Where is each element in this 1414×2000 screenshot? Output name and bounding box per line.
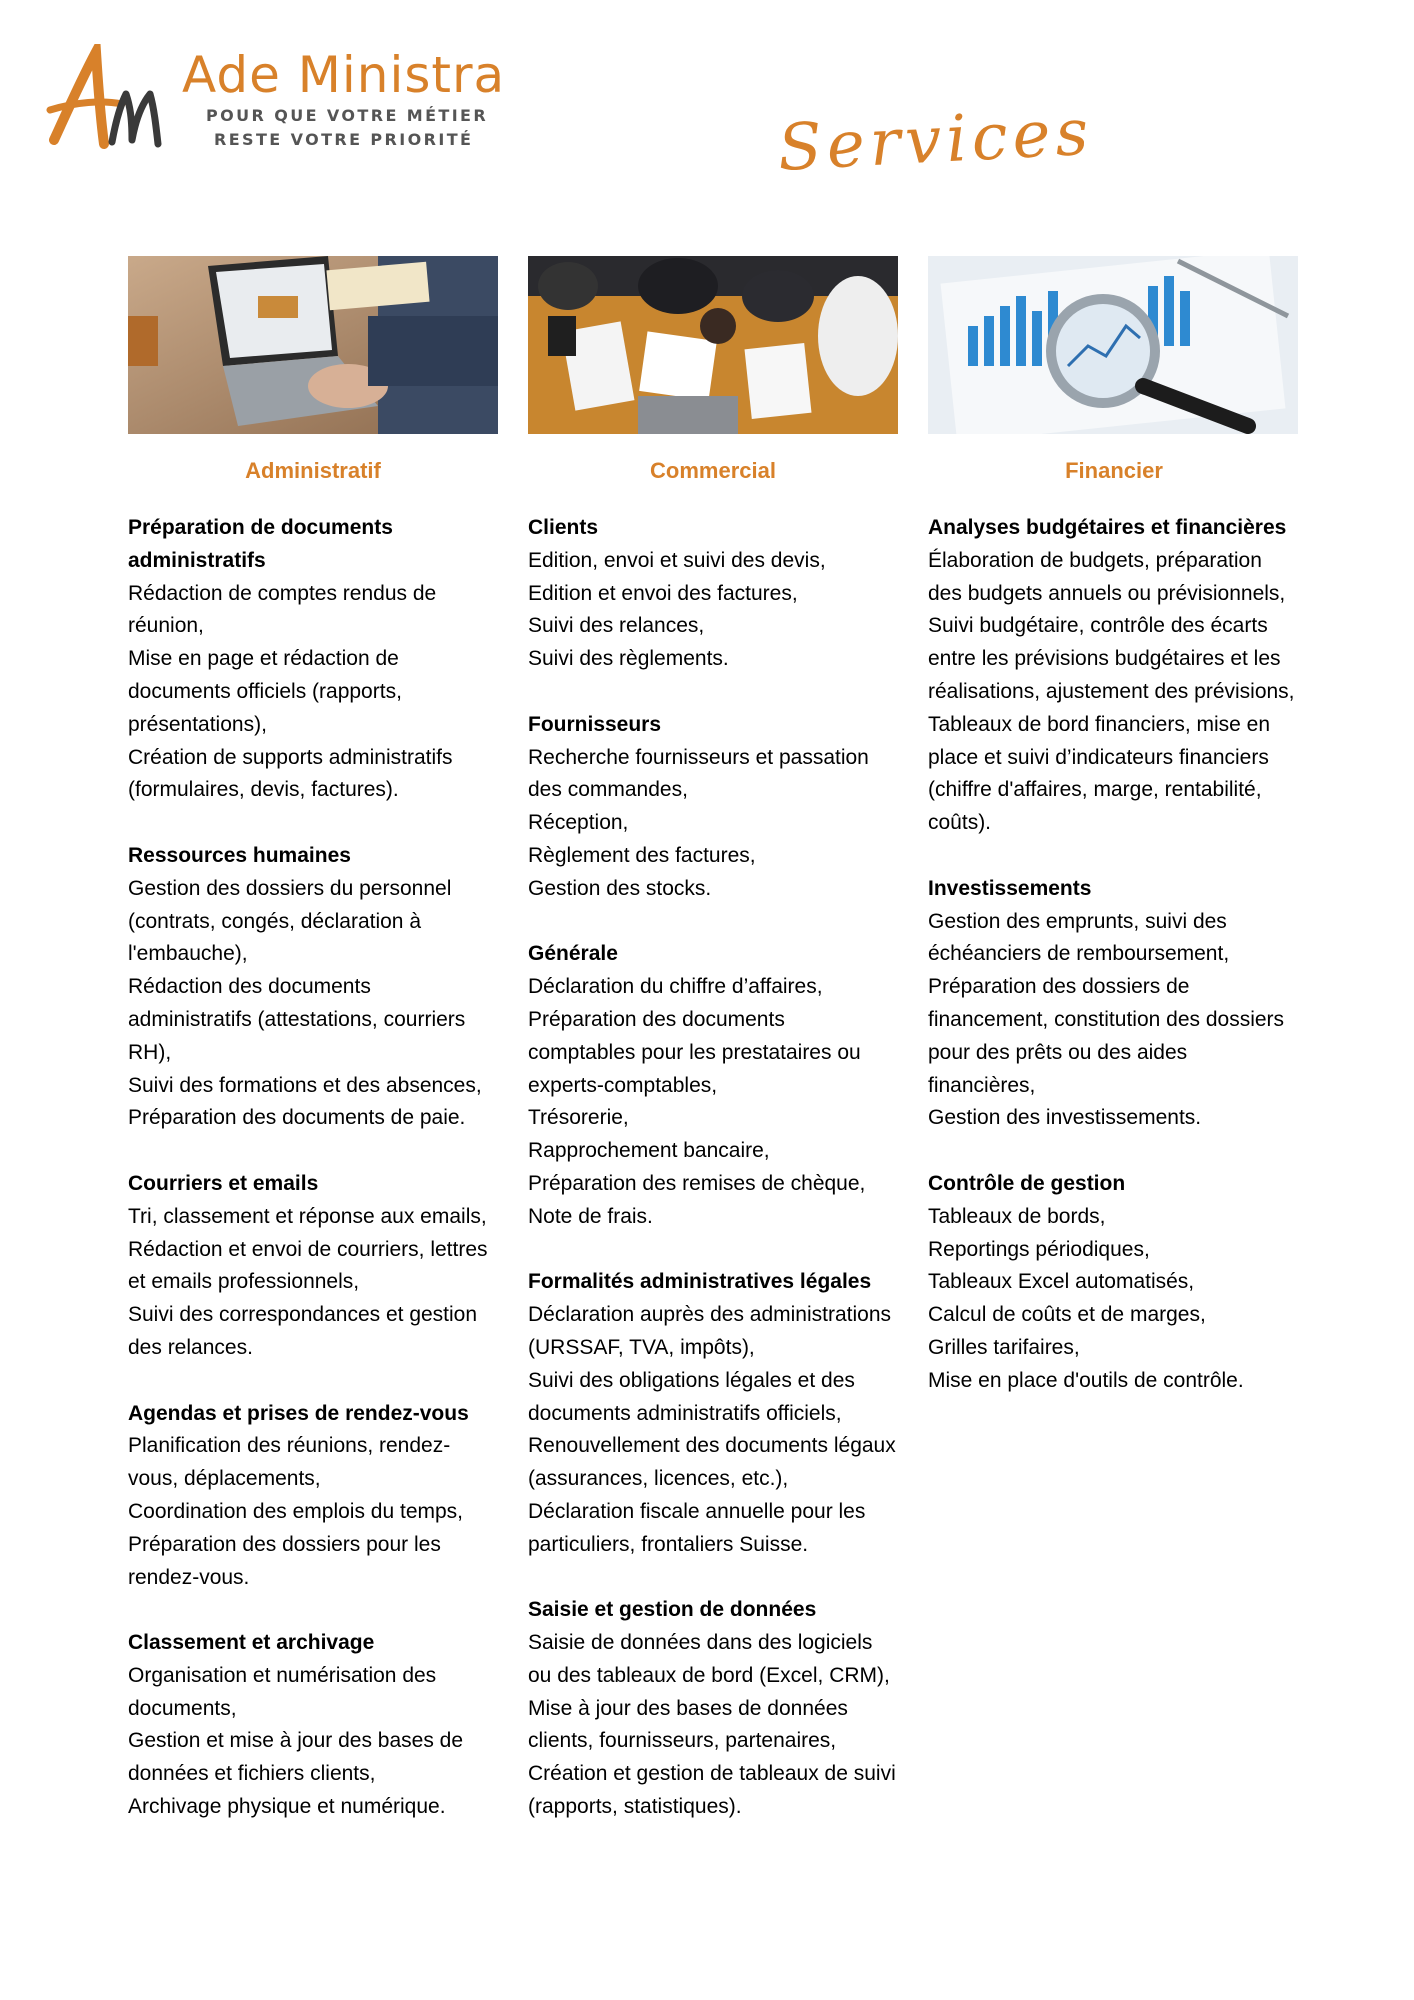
section-line: Suivi des obligations légales et des documents administratifs officiels, [528, 1368, 855, 1425]
section-line: Tableaux de bord financiers, mise en place et suivi d’indicateurs financiers (chiffre d'affaires, marge, rentabilité, coûts). [928, 712, 1271, 835]
section-line: Élaboration de budgets, préparation des budgets annuels ou prévisionnels, [928, 548, 1286, 605]
column-administratif [128, 256, 498, 1857]
section-line: Edition, envoi et suivi des devis, [528, 548, 826, 572]
section-line: Déclaration du chiffre d’affaires, [528, 975, 823, 999]
section-line: Edition et envoi des factures, [528, 581, 798, 605]
column-body [928, 512, 1300, 1398]
section-line: Suivi des règlements. [528, 647, 729, 671]
section-title: Ressources humaines [128, 843, 351, 867]
section-title: Classement et archivage [128, 1631, 375, 1655]
section-line: Mise en place d'outils de contrôle. [928, 1368, 1244, 1392]
section-line: Mise en page et rédaction de documents officiels (rapports, présentations), [128, 647, 402, 736]
tagline-line-2: RESTE VOTRE PRIORITÉ [214, 130, 474, 149]
section-title: Fournisseurs [528, 712, 662, 736]
section-formalites-legales [528, 1266, 898, 1561]
section-clients [528, 512, 898, 676]
section-line: Préparation des dossiers pour les rendez-vous. [128, 1532, 441, 1589]
section-investissements [928, 873, 1300, 1135]
section-line: Rédaction et envoi de courriers, lettres et emails professionnels, [128, 1237, 488, 1294]
section-fournisseurs [528, 709, 898, 906]
section-line: Calcul de coûts et de marges, [928, 1303, 1206, 1327]
section-analyses-budgetaires [928, 512, 1300, 840]
section-line: Suivi des formations et des absences, [128, 1073, 482, 1097]
column-body [128, 512, 498, 1824]
brand-name: Ade Ministra [182, 46, 506, 104]
section-line: Suivi budgétaire, contrôle des écarts entre les prévisions budgétaires et les réalisations, ajustement des prévisions, [928, 614, 1295, 703]
column-title: Administratif [245, 458, 381, 483]
section-line: Préparation des dossiers de financement, constitution des dossiers pour des prêts ou des aides financières, [928, 975, 1285, 1097]
section-line: Règlement des factures, [528, 843, 756, 867]
column-commercial [528, 256, 898, 1857]
section-line: Reportings périodiques, [928, 1237, 1150, 1261]
section-title: Clients [528, 516, 599, 539]
section-line: Préparation des documents comptables pour les prestataires ou experts-comptables, [528, 1007, 861, 1097]
section-title: Contrôle de gestion [928, 1171, 1126, 1195]
section-line: Trésorerie, [528, 1106, 629, 1130]
services-title: Services [776, 95, 1096, 186]
am-monogram-icon [46, 44, 176, 154]
section-line: Saisie de données dans des logiciels ou des tableaux de bord (Excel, CRM), [528, 1631, 890, 1687]
section-line: Renouvellement des documents légaux (assurances, licences, etc.), [528, 1434, 896, 1491]
section-line: Coordination des emplois du temps, [128, 1499, 464, 1523]
section-line: Archivage physique et numérique. [128, 1795, 446, 1819]
section-line: Tableaux de bords, [928, 1204, 1106, 1228]
section-classement-archivage [128, 1627, 498, 1824]
section-title: Analyses budgétaires et financières [928, 516, 1287, 539]
section-line: Préparation des documents de paie. [128, 1106, 466, 1130]
section-line: Recherche fournisseurs et passation des commandes, [528, 745, 869, 802]
section-line: Grilles tarifaires, [928, 1335, 1080, 1359]
section-line: Gestion et mise à jour des bases de données et fichiers clients, [128, 1729, 464, 1786]
column-title: Commercial [650, 458, 776, 483]
section-line: Création de supports administratifs (formulaires, devis, factures). [128, 745, 453, 802]
section-controle-gestion [928, 1168, 1300, 1398]
section-line: Gestion des emprunts, suivi des échéanciers de remboursement, [928, 909, 1230, 966]
column-title: Financier [1065, 458, 1163, 483]
section-line: Réception, [528, 811, 629, 835]
section-line: Création et gestion de tableaux de suivi (rapports, statistiques). [528, 1762, 896, 1819]
team-meeting-photo [528, 256, 898, 434]
logo [46, 44, 506, 154]
magnifier-chart-photo [928, 256, 1298, 434]
section-ressources-humaines [128, 840, 498, 1135]
section-line: Suivi des relances, [528, 614, 705, 638]
section-title: Courriers et emails [128, 1171, 319, 1195]
section-generale [528, 938, 898, 1233]
section-courriers-emails [128, 1168, 498, 1365]
section-line: Gestion des stocks. [528, 876, 712, 900]
section-line: Déclaration fiscale annuelle pour les particuliers, frontaliers Suisse. [528, 1499, 866, 1556]
section-preparation-documents [128, 512, 498, 807]
section-line: Note de frais. [528, 1204, 653, 1228]
section-line: Gestion des investissements. [928, 1106, 1202, 1130]
section-title: Agendas et prises de rendez-vous [128, 1401, 469, 1425]
section-title: Investissements [928, 876, 1092, 900]
column-financier [928, 256, 1300, 1430]
section-title: Préparation de documents administratifs [128, 516, 393, 572]
section-line: Tableaux Excel automatisés, [928, 1270, 1195, 1294]
section-line: Préparation des remises de chèque, [528, 1171, 866, 1195]
section-agendas [128, 1398, 498, 1595]
section-line: Rapprochement bancaire, [528, 1139, 770, 1163]
section-title: Saisie et gestion de données [528, 1598, 817, 1622]
section-line: Rédaction des documents administratifs (attestations, courriers RH), [128, 975, 466, 1064]
laptop-desk-photo [128, 256, 498, 434]
section-saisie-donnees [528, 1594, 898, 1824]
section-line: Gestion des dossiers du personnel (contrats, congés, déclaration à l'embauche), [128, 876, 452, 966]
tagline-line-1: POUR QUE VOTRE MÉTIER [206, 106, 489, 125]
section-title: Formalités administratives légales [528, 1270, 872, 1294]
section-line: Rédaction de comptes rendus de réunion, [128, 581, 437, 638]
section-line: Planification des réunions, rendez-vous, déplacements, [128, 1434, 451, 1491]
section-line: Organisation et numérisation des documents, [128, 1663, 437, 1720]
section-line: Suivi des correspondances et gestion des relances. [128, 1303, 478, 1359]
column-body [528, 512, 898, 1824]
section-line: Tri, classement et réponse aux emails, [128, 1204, 487, 1228]
section-title: Générale [528, 942, 618, 966]
section-line: Mise à jour des bases de données clients, fournisseurs, partenaires, [528, 1696, 848, 1753]
section-line: Déclaration auprès des administrations (URSSAF, TVA, impôts), [528, 1303, 892, 1359]
